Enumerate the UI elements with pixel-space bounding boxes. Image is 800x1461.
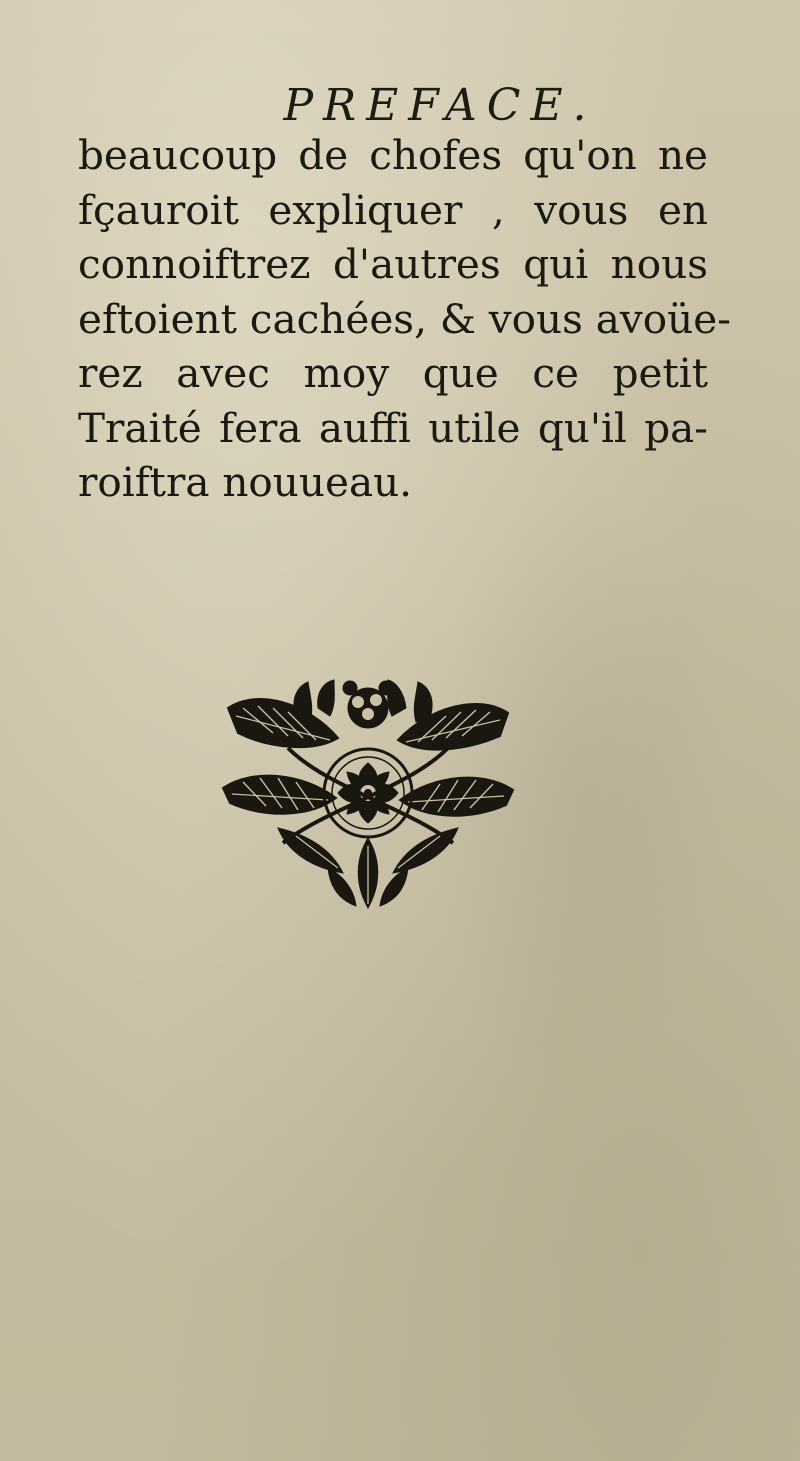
floral-tailpiece-icon bbox=[218, 678, 518, 910]
text-line: fçauroit expliquer , vous en bbox=[78, 185, 708, 234]
text-line: beaucoup de chofes qu'on ne bbox=[78, 131, 708, 179]
text-line: Traité fera auffi utile qu'il pa- bbox=[78, 403, 708, 452]
central-rosette-icon bbox=[324, 749, 412, 837]
bottom-leaves-icon bbox=[278, 828, 458, 908]
body-text bbox=[78, 128, 731, 510]
left-lower-leaf-icon bbox=[223, 776, 336, 814]
text-line: roiftra nouueau. bbox=[78, 458, 413, 506]
right-lower-leaf-icon bbox=[400, 778, 513, 816]
text-line: eftoient cachées, & vous avoüe- bbox=[78, 294, 731, 343]
text-line: connoiftrez d'autres qui nous bbox=[78, 240, 708, 288]
text-line: rez avec moy que ce petit bbox=[78, 349, 708, 397]
running-head: PREFACE. bbox=[283, 80, 597, 131]
